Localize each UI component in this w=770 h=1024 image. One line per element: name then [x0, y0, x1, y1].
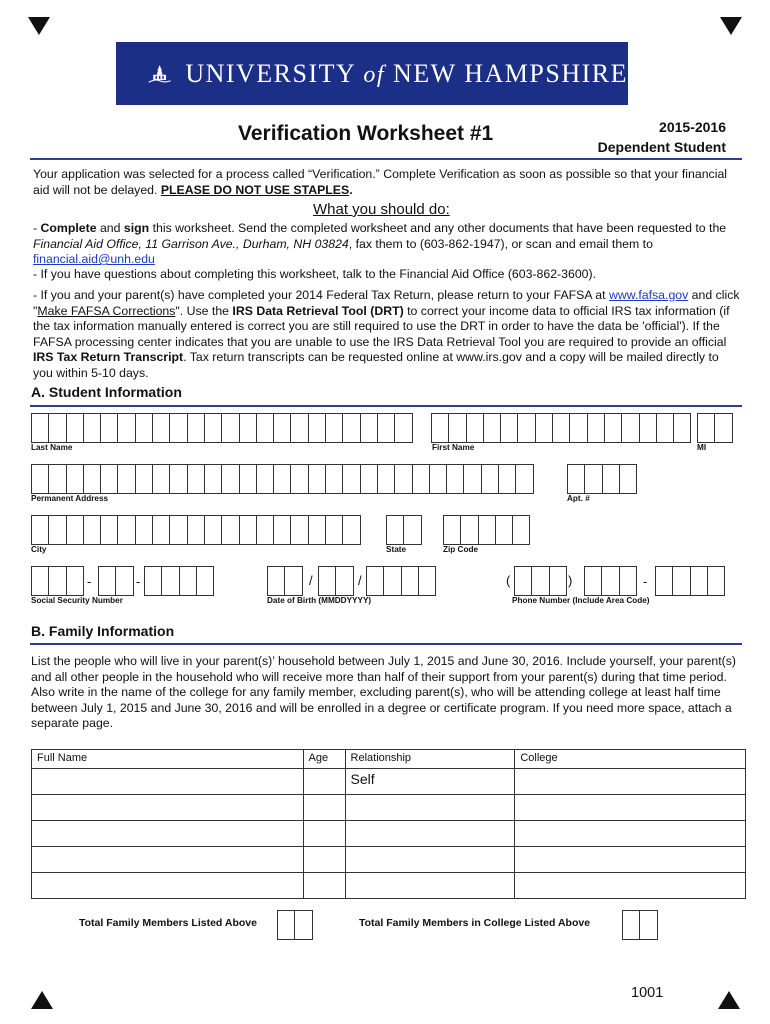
- intro-paragraph: [33, 167, 741, 198]
- state-label: State: [386, 545, 407, 554]
- char-box[interactable]: [673, 566, 690, 596]
- instruction-3-text-e: . Tax return transcripts can be requested online at www.irs.gov and a copy will be mailed directly to you within 5-10 days.: [33, 350, 719, 380]
- char-box[interactable]: [118, 464, 135, 494]
- table-row: [32, 795, 746, 821]
- char-box[interactable]: [84, 464, 101, 494]
- section-b-rule: [30, 643, 742, 645]
- char-box[interactable]: [240, 464, 257, 494]
- char-box[interactable]: [464, 464, 481, 494]
- char-box[interactable]: [274, 515, 291, 545]
- char-box[interactable]: [568, 464, 585, 494]
- age-cell[interactable]: [303, 847, 345, 873]
- char-box[interactable]: [67, 464, 84, 494]
- section-a-title: A. Student Information: [31, 384, 182, 400]
- what-to-do-heading: [313, 201, 450, 218]
- age-cell[interactable]: [303, 769, 345, 795]
- char-box[interactable]: [205, 413, 222, 443]
- char-box[interactable]: [170, 515, 187, 545]
- dob-day-input[interactable]: [318, 566, 354, 596]
- char-box[interactable]: [268, 566, 285, 596]
- col-age: Age: [303, 750, 345, 769]
- char-box[interactable]: [501, 413, 518, 443]
- full-name-cell[interactable]: [32, 821, 304, 847]
- corner-marker-bottom-left: [31, 991, 53, 1009]
- full-name-cell[interactable]: [32, 873, 304, 899]
- char-box[interactable]: [257, 515, 274, 545]
- city-label: City: [31, 545, 47, 554]
- table-row: [32, 873, 746, 899]
- relationship-cell[interactable]: [345, 847, 515, 873]
- char-box[interactable]: [513, 515, 530, 545]
- irs-drt: IRS Data Retrieval Tool (DRT): [232, 303, 404, 318]
- relationship-cell[interactable]: [345, 795, 515, 821]
- mi-label: MI: [697, 443, 707, 452]
- instruction-1-lead: -: [33, 221, 41, 235]
- fax-text: , fax them to (603-862-1947), or scan and email them to: [348, 236, 653, 251]
- char-box[interactable]: [257, 413, 274, 443]
- char-box[interactable]: [205, 464, 222, 494]
- char-box[interactable]: [326, 464, 343, 494]
- city-input[interactable]: [31, 515, 361, 545]
- thompson-hall-logo-icon: [148, 48, 171, 100]
- relationship-cell[interactable]: [345, 821, 515, 847]
- family-table-header: [32, 750, 746, 769]
- char-box[interactable]: [274, 464, 291, 494]
- age-cell[interactable]: [303, 795, 345, 821]
- char-box[interactable]: [118, 413, 135, 443]
- char-box[interactable]: [295, 910, 312, 940]
- char-box[interactable]: [585, 566, 602, 596]
- char-box[interactable]: [84, 515, 101, 545]
- char-box[interactable]: [550, 566, 567, 596]
- middle-initial-input[interactable]: [697, 413, 733, 443]
- char-box[interactable]: [691, 566, 708, 596]
- char-box[interactable]: [384, 566, 401, 596]
- phone-paren-close: ): [568, 573, 573, 588]
- instruction-sign: sign: [123, 221, 150, 235]
- char-box[interactable]: [532, 566, 549, 596]
- char-box[interactable]: [602, 566, 619, 596]
- first-name-label: First Name: [432, 443, 475, 452]
- last-name-label: Last Name: [31, 443, 73, 452]
- char-box[interactable]: [479, 515, 496, 545]
- char-box[interactable]: [343, 464, 360, 494]
- char-box[interactable]: [49, 566, 66, 596]
- instruction-1-text: this worksheet. Send the completed worksheet and any other documents that have been requested to the: [149, 221, 727, 235]
- char-box[interactable]: [99, 566, 116, 596]
- char-box[interactable]: [32, 566, 49, 596]
- char-box[interactable]: [640, 910, 657, 940]
- char-box[interactable]: [447, 464, 464, 494]
- section-b-instructions: List the people who will live in your parent(s)’ household between July 1, 2015 and June 30, 2016. Include yourself, your parent(s) and all other people in the household who will receive more than half of their support from your parent(s) during that time period. Also write in the name of the college for any family member, excluding parent(s), who will be attending college at least half time between July 1, 2015 and June 30, 2016 and will be enrolled in a degree or certificate program. If you need more space, attach a separate page.: [31, 654, 736, 730]
- char-box[interactable]: [136, 464, 153, 494]
- char-box[interactable]: [467, 413, 484, 443]
- instruction-1: [33, 221, 741, 268]
- char-box[interactable]: [49, 515, 66, 545]
- make-fafsa-corrections: Make FAFSA Corrections: [37, 303, 176, 318]
- ssn-dash-2: -: [136, 574, 141, 589]
- corner-marker-top-left: [28, 17, 50, 35]
- char-box[interactable]: [116, 566, 133, 596]
- char-box[interactable]: [240, 413, 257, 443]
- award-year: 2015-2016: [659, 119, 726, 135]
- char-box[interactable]: [162, 566, 179, 596]
- char-box[interactable]: [482, 464, 499, 494]
- char-box[interactable]: [430, 464, 447, 494]
- intro-end: .: [349, 182, 353, 197]
- char-box[interactable]: [570, 413, 587, 443]
- char-box[interactable]: [222, 515, 239, 545]
- phone-paren-open: (: [506, 573, 511, 588]
- char-box[interactable]: [336, 566, 353, 596]
- apt-label: Apt. #: [567, 494, 590, 503]
- char-box[interactable]: [188, 515, 205, 545]
- full-name-cell[interactable]: [32, 795, 304, 821]
- char-box[interactable]: [620, 464, 637, 494]
- dob-year-input[interactable]: [366, 566, 436, 596]
- ssn-label: Social Security Number: [31, 596, 123, 605]
- ssn-part-3-input[interactable]: [144, 566, 214, 596]
- char-box[interactable]: [291, 464, 308, 494]
- char-box[interactable]: [118, 515, 135, 545]
- char-box[interactable]: [84, 413, 101, 443]
- full-name-cell[interactable]: [32, 847, 304, 873]
- section-b-title: B. Family Information: [31, 623, 175, 639]
- char-box[interactable]: [101, 413, 118, 443]
- char-box[interactable]: [585, 464, 602, 494]
- phone-line-input[interactable]: [655, 566, 725, 596]
- college-cell[interactable]: [515, 769, 746, 795]
- char-box[interactable]: [180, 566, 197, 596]
- table-row: [32, 821, 746, 847]
- section-a-rule: [30, 405, 742, 407]
- char-box[interactable]: [708, 566, 725, 596]
- char-box[interactable]: [326, 413, 343, 443]
- char-box[interactable]: [285, 566, 302, 596]
- table-row: [32, 847, 746, 873]
- total-college-label: Total Family Members in College Listed Above: [359, 917, 591, 929]
- dob-label: Date of Birth (MMDDYYYY): [267, 596, 372, 605]
- char-box[interactable]: [153, 515, 170, 545]
- char-box[interactable]: [32, 515, 49, 545]
- char-box[interactable]: [278, 910, 295, 940]
- instruction-3-text-b: and click ": [33, 288, 740, 318]
- phone-label: Phone Number (Include Area Code): [512, 596, 650, 605]
- char-box[interactable]: [170, 413, 187, 443]
- char-box[interactable]: [319, 566, 336, 596]
- family-members-table: [31, 749, 746, 899]
- char-box[interactable]: [309, 413, 326, 443]
- char-box[interactable]: [605, 413, 622, 443]
- award-year-block: [560, 117, 726, 157]
- char-box[interactable]: [715, 413, 732, 443]
- char-box[interactable]: [516, 464, 533, 494]
- last-name-input[interactable]: [31, 413, 413, 443]
- char-box[interactable]: [449, 413, 466, 443]
- college-cell[interactable]: [515, 873, 746, 899]
- wordmark-university: UNIVERSITY: [185, 58, 356, 88]
- corner-marker-bottom-right: [718, 991, 740, 1009]
- char-box[interactable]: [222, 464, 239, 494]
- char-box[interactable]: [395, 464, 412, 494]
- state-input[interactable]: [386, 515, 422, 545]
- university-wordmark: [185, 59, 628, 89]
- relationship-cell[interactable]: [345, 873, 515, 899]
- char-box[interactable]: [553, 413, 570, 443]
- char-box[interactable]: [361, 464, 378, 494]
- char-box[interactable]: [197, 566, 214, 596]
- phone-dash: -: [643, 574, 648, 589]
- relationship-cell: Self: [345, 769, 515, 795]
- char-box[interactable]: [32, 464, 49, 494]
- char-box[interactable]: [536, 413, 553, 443]
- char-box[interactable]: [387, 515, 404, 545]
- char-box[interactable]: [640, 413, 657, 443]
- char-box[interactable]: [49, 464, 66, 494]
- char-box[interactable]: [343, 413, 360, 443]
- char-box[interactable]: [496, 515, 513, 545]
- char-box[interactable]: [499, 464, 516, 494]
- phone-area-code-input[interactable]: [514, 566, 567, 596]
- char-box[interactable]: [402, 566, 419, 596]
- char-box[interactable]: [378, 464, 395, 494]
- char-box[interactable]: [49, 413, 66, 443]
- char-box[interactable]: [145, 566, 162, 596]
- ssn-part-2-input[interactable]: [98, 566, 134, 596]
- university-banner: [116, 42, 628, 105]
- char-box[interactable]: [291, 413, 308, 443]
- fafsa-link[interactable]: www.fafsa.gov: [608, 288, 689, 302]
- phone-prefix-input[interactable]: [584, 566, 637, 596]
- char-box[interactable]: [674, 413, 691, 443]
- no-staples-warning: PLEASE DO NOT USE STAPLES: [160, 182, 350, 197]
- char-box[interactable]: [291, 515, 308, 545]
- page-title: Verification Worksheet #1: [238, 122, 494, 145]
- irs-transcript: IRS Tax Return Transcript: [33, 350, 184, 364]
- char-box[interactable]: [404, 515, 421, 545]
- char-box[interactable]: [188, 413, 205, 443]
- permanent-address-input[interactable]: [31, 464, 534, 494]
- char-box[interactable]: [588, 413, 605, 443]
- char-box[interactable]: [603, 464, 620, 494]
- age-cell[interactable]: [303, 821, 345, 847]
- char-box[interactable]: [153, 464, 170, 494]
- char-box[interactable]: [378, 413, 395, 443]
- total-college-input[interactable]: [622, 910, 658, 940]
- char-box[interactable]: [461, 515, 478, 545]
- zip-code-label: Zip Code: [443, 545, 479, 554]
- ssn-dash-1: -: [87, 574, 92, 589]
- instruction-3-text-c: ". Use the: [175, 303, 233, 318]
- col-relationship: Relationship: [345, 750, 515, 769]
- char-box[interactable]: [101, 464, 118, 494]
- char-box[interactable]: [32, 413, 49, 443]
- char-box[interactable]: [222, 413, 239, 443]
- col-full-name: Full Name: [32, 750, 304, 769]
- char-box[interactable]: [656, 566, 673, 596]
- permanent-address-label: Permanent Address: [31, 494, 109, 503]
- corner-marker-top-right: [720, 17, 742, 35]
- wordmark-new-hampshire: NEW HAMPSHIRE: [393, 58, 628, 88]
- char-box[interactable]: [67, 566, 84, 596]
- char-box[interactable]: [518, 413, 535, 443]
- char-box[interactable]: [240, 515, 257, 545]
- total-members-input[interactable]: [277, 910, 313, 940]
- apt-number-input[interactable]: [567, 464, 637, 494]
- zip-code-input[interactable]: [443, 515, 530, 545]
- instruction-complete: Complete: [40, 221, 97, 235]
- char-box[interactable]: [622, 413, 639, 443]
- wordmark-of: of: [363, 61, 386, 88]
- instruction-2: - If you have questions about completing this worksheet, talk to the Financial Aid Office (603-862-3600).: [33, 267, 597, 281]
- char-box[interactable]: [444, 515, 461, 545]
- page-number: 1001: [631, 985, 664, 1001]
- char-box[interactable]: [309, 515, 326, 545]
- char-box[interactable]: [153, 413, 170, 443]
- college-cell[interactable]: [515, 795, 746, 821]
- char-box[interactable]: [136, 515, 153, 545]
- char-box[interactable]: [274, 413, 291, 443]
- college-cell[interactable]: [515, 821, 746, 847]
- instruction-3-text-d: to correct your income data to official IRS tax information (if the tax information manually entered is correct you are still required to use the DRT in order to have the data be 'official'). If the FAFSA processing center indicates that you are unable to use the IRS Data Retrieval Tool you are required to provide an official: [33, 303, 730, 349]
- char-box[interactable]: [395, 413, 412, 443]
- char-box[interactable]: [188, 464, 205, 494]
- student-type: Dependent Student: [597, 139, 726, 155]
- dob-slash-1: /: [309, 573, 313, 588]
- first-name-input[interactable]: [431, 413, 691, 443]
- char-box[interactable]: [343, 515, 360, 545]
- char-box[interactable]: [515, 566, 532, 596]
- char-box[interactable]: [309, 464, 326, 494]
- char-box[interactable]: [326, 515, 343, 545]
- char-box[interactable]: [484, 413, 501, 443]
- col-college: College: [515, 750, 746, 769]
- char-box[interactable]: [698, 413, 715, 443]
- ssn-part-1-input[interactable]: [31, 566, 84, 596]
- intro-text: Your application was selected for a process called “Verification.” Complete Verification as soon as possible so that your financial aid will not be delayed.: [33, 167, 728, 197]
- char-box[interactable]: [361, 413, 378, 443]
- total-members-label: Total Family Members Listed Above: [79, 917, 257, 929]
- instruction-3: [33, 288, 741, 381]
- full-name-cell[interactable]: [32, 769, 304, 795]
- table-row: [32, 769, 746, 795]
- char-box[interactable]: [205, 515, 222, 545]
- char-box[interactable]: [413, 464, 430, 494]
- char-box[interactable]: [101, 515, 118, 545]
- dob-slash-2: /: [358, 573, 362, 588]
- what-to-do-heading-text: What you should do:: [313, 201, 450, 218]
- age-cell[interactable]: [303, 873, 345, 899]
- college-cell[interactable]: [515, 847, 746, 873]
- char-box[interactable]: [170, 464, 187, 494]
- char-box[interactable]: [67, 413, 84, 443]
- dob-month-input[interactable]: [267, 566, 303, 596]
- char-box[interactable]: [620, 566, 637, 596]
- char-box[interactable]: [419, 566, 436, 596]
- header-rule: [30, 158, 742, 160]
- char-box[interactable]: [67, 515, 84, 545]
- char-box[interactable]: [657, 413, 674, 443]
- financial-aid-email-link[interactable]: financial.aid@unh.edu: [33, 252, 155, 266]
- char-box[interactable]: [367, 566, 384, 596]
- financial-aid-address: Financial Aid Office, 11 Garrison Ave., Durham, NH 03824: [33, 236, 349, 251]
- instruction-and: and: [96, 221, 124, 235]
- instruction-3-text-a: - If you and your parent(s) have completed your 2014 Federal Tax Return, please return to your FAFSA at: [33, 288, 609, 302]
- char-box[interactable]: [432, 413, 449, 443]
- char-box[interactable]: [623, 910, 640, 940]
- char-box[interactable]: [136, 413, 153, 443]
- char-box[interactable]: [257, 464, 274, 494]
